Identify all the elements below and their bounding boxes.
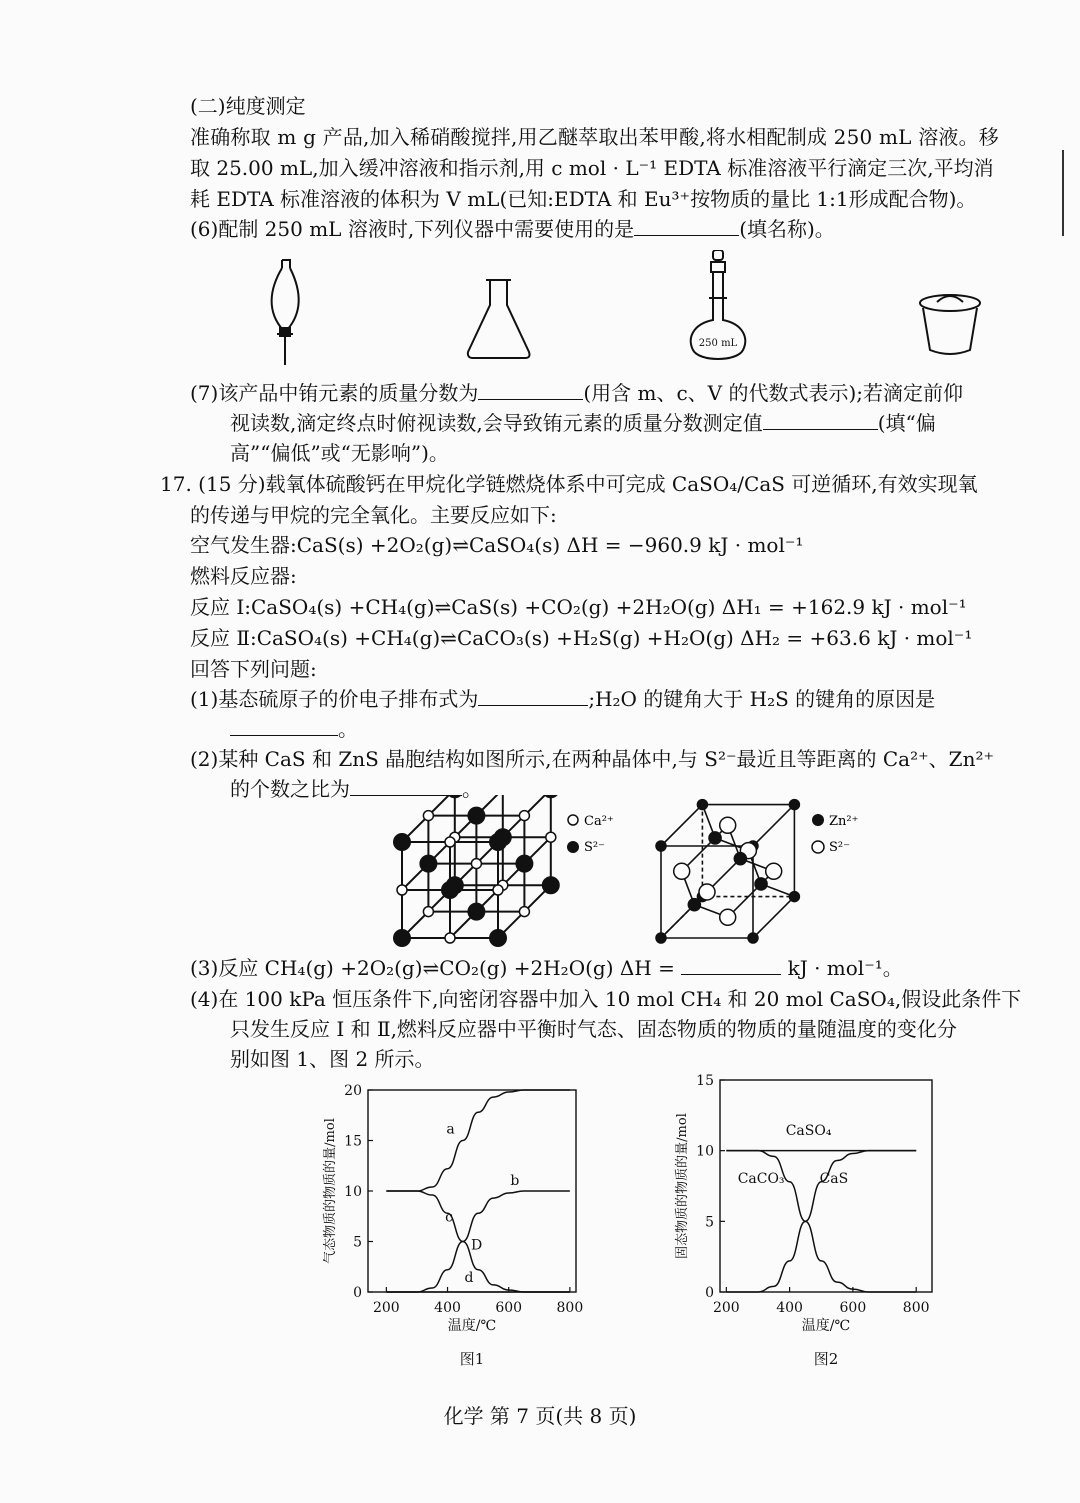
s-ion [748, 933, 758, 943]
para-line-1: 准确称取 m g 产品,加入稀硝酸搅拌,用乙醚萃取出苯甲酸,将水相配制成 250 mL 溶液。移 [190, 125, 1000, 149]
q17-2-end: 。 [462, 777, 482, 801]
q17-1-end: 。 [338, 717, 358, 741]
ca-ion [519, 907, 529, 917]
q17-3-unit: kJ · mol⁻¹。 [787, 956, 903, 980]
apparatus-figure [255, 250, 1045, 370]
q17-intro-2: 的传递与甲烷的完全氧化。主要反应如下: [190, 503, 557, 527]
s-ion [543, 795, 559, 797]
cell-edge [753, 897, 794, 938]
s-ion [720, 817, 736, 833]
q17-2-answer-blank[interactable] [350, 777, 462, 796]
y-tick-label: 10 [696, 1143, 714, 1160]
q6-text: (6)配制 250 mL 溶液时,下列仪器中需要使用的是 [190, 217, 635, 241]
crucible-icon [920, 295, 980, 354]
x-tick-label: 800 [556, 1300, 584, 1316]
q17-2-line-1: (2)某种 CaS 和 ZnS 晶胞结构如图所示,在两种晶体中,与 S²⁻最近且等距离的 Ca²⁺、Zn²⁺ [190, 747, 995, 771]
x-axis-label: 温度/℃ [447, 1318, 497, 1334]
ca-ion-legend-icon [568, 815, 578, 825]
s-ion [766, 863, 782, 879]
volumetric-flask-icon [691, 250, 745, 359]
q17-4-line-3: 别如图 1、图 2 所示。 [230, 1047, 435, 1071]
zn-legend-label: Zn²⁺ [829, 814, 859, 829]
q17-4-line-1: (4)在 100 kPa 恒压条件下,向密闭容器中加入 10 mol CH₄ 和 20 mol CaSO₄,假设此条件下 [190, 987, 1022, 1011]
chart-figure-1 [305, 1082, 605, 1382]
ca-ion [471, 859, 481, 869]
ca-ion [423, 907, 433, 917]
fuel-reactor-label: 燃料反应器: [190, 564, 297, 588]
question-7-line-1 [190, 380, 963, 406]
y-tick-label: 0 [705, 1285, 714, 1301]
s-ion [656, 841, 666, 851]
q17-1-line-2 [230, 716, 358, 742]
s-ion [420, 856, 436, 872]
reaction-1-equation: 反应 Ⅰ:CaSO₄(s) +CH₄(g)⇌CaS(s) +CO₂(g) +2H₂O(g) ΔH₁ = +162.9 kJ · mol⁻¹ [190, 595, 967, 619]
y-tick-label: 0 [353, 1285, 362, 1301]
series-label-0: a [446, 1121, 455, 1138]
separatory-funnel-icon [272, 260, 299, 365]
chart-figure-2 [660, 1070, 950, 1380]
q17-1-answer-blank-1[interactable] [478, 687, 588, 706]
s-ion [394, 930, 410, 946]
zn-ion [734, 853, 746, 865]
s-ion [656, 933, 666, 943]
q17-1-answer-blank-2[interactable] [230, 717, 338, 736]
cell-edge [753, 805, 794, 846]
cas-unit-cell-diagram [394, 795, 559, 946]
ca-ion [493, 885, 503, 895]
q17-3-line [190, 955, 903, 981]
s-ion [543, 877, 559, 893]
ca-ion [423, 811, 433, 821]
q17-1-text-2: ;H₂O 的键角大于 H₂S 的键角的原因是 [588, 687, 936, 711]
section-heading: (二)纯度测定 [190, 94, 306, 118]
zn-ion [709, 832, 721, 844]
ca-ion [445, 933, 455, 943]
q17-3-text: (3)反应 CH₄(g) +2O₂(g)⇌CO₂(g) +2H₂O(g) ΔH = [190, 956, 675, 980]
zns-legend [812, 814, 858, 855]
chart-caption: 图2 [813, 1350, 839, 1368]
s-ion [720, 909, 736, 925]
para-line-3: 耗 EDTA 标准溶液的体积为 V mL(已知:EDTA 和 Eu³⁺按物质的量比 1:1形成配合物)。 [190, 187, 977, 211]
ca-legend-label: Ca²⁺ [584, 814, 614, 829]
s-ion [490, 930, 506, 946]
s-ion [468, 808, 484, 824]
ca-ion [519, 811, 529, 821]
y-tick-label: 10 [344, 1184, 362, 1200]
q7-answer-blank-2[interactable] [763, 411, 878, 430]
y-tick-label: 15 [344, 1133, 362, 1150]
y-tick-label: 20 [344, 1083, 362, 1099]
conical-flask-icon [468, 280, 530, 358]
answer-prompt: 回答下列问题: [190, 657, 317, 681]
ca-ion [546, 832, 556, 842]
q17-4-line-2: 只发生反应 Ⅰ 和 Ⅱ,燃料反应器中平衡时气态、固态物质的物质的量随温度的变化分 [230, 1017, 957, 1041]
s-ion [447, 795, 463, 797]
s-ion [516, 856, 532, 872]
q7-text: (7)该产品中铕元素的质量分数为 [190, 381, 479, 405]
y-axis-label: 固态物质的物质的量/mol [675, 1113, 690, 1259]
zn-ion [755, 878, 767, 890]
x-tick-label: 200 [712, 1300, 740, 1316]
para-line-2: 取 25.00 mL,加入缓冲溶液和指示剂,用 c mol · L⁻¹ EDTA 标准溶液平行滴定三次,平均消 [190, 156, 994, 180]
question-7-line-2 [230, 410, 936, 436]
q7-text-2-end: (填“偏 [877, 411, 936, 435]
zn-ion-legend-icon [812, 814, 824, 826]
s-legend-label: S²⁻ [584, 840, 605, 855]
series-label-3: d [464, 1269, 474, 1286]
bond [661, 905, 694, 938]
zn-ion [688, 899, 700, 911]
s-ion-legend-icon [567, 841, 579, 853]
q6-text-end: (填名称)。 [739, 217, 835, 241]
crystal-structures-figure [380, 795, 880, 955]
q7-text-mid: (用含 m、c、V 的代数式表示);若滴定前仰 [583, 381, 964, 405]
y-tick-label: 5 [353, 1234, 362, 1251]
series-line-0 [386, 1090, 570, 1191]
s-ion-legend-icon-2 [812, 841, 824, 853]
x-tick-label: 600 [495, 1300, 523, 1316]
s-ion [394, 834, 410, 850]
s-ion [674, 863, 690, 879]
x-tick-label: 400 [434, 1300, 461, 1316]
y-tick-label: 5 [705, 1214, 714, 1231]
series-label-2: c [445, 1209, 453, 1226]
x-tick-label: 800 [902, 1300, 930, 1316]
ca-ion [397, 885, 407, 895]
series-label-1: CaCO₃ [737, 1171, 785, 1188]
q6-answer-blank[interactable] [634, 217, 739, 236]
chart-caption: 图1 [459, 1350, 485, 1368]
x-tick-label: 400 [776, 1300, 803, 1316]
page-edge-mark [1062, 150, 1064, 236]
intersection-point-label: D [470, 1237, 483, 1254]
series-label-1: b [510, 1172, 520, 1189]
s-ion [789, 800, 799, 810]
reaction-2-equation: 反应 Ⅱ:CaSO₄(s) +CH₄(g)⇌CaCO₃(s) +H₂S(g) +H₂O(g) ΔH₂ = +63.6 kJ · mol⁻¹ [190, 626, 973, 650]
question-7-line-3: 高”“偏低”或“无影响”)。 [230, 441, 449, 465]
y-axis-label: 气态物质的物质的量/mol [323, 1118, 338, 1264]
series-label-0: CaSO₄ [785, 1123, 832, 1140]
q17-1-text: (1)基态硫原子的价电子排布式为 [190, 687, 479, 711]
page-footer: 化学 第 7 页(共 8 页) [443, 1404, 637, 1428]
s-ion [442, 882, 458, 898]
air-reactor-equation: 空气发生器:CaS(s) +2O₂(g)⇌CaSO₄(s) ΔH = −960.9 kJ · mol⁻¹ [190, 533, 804, 557]
cas-legend [567, 814, 614, 855]
s-ion [697, 800, 707, 810]
q7-answer-blank-1[interactable] [478, 381, 583, 400]
zns-unit-cell-diagram [656, 800, 799, 943]
q17-1-line-1 [190, 686, 935, 712]
q7-text-2: 视读数,滴定终点时俯视读数,会导致铕元素的质量分数测定值 [230, 411, 763, 435]
x-axis-label: 温度/℃ [801, 1318, 851, 1334]
ca-ion [445, 837, 455, 847]
x-tick-label: 600 [839, 1300, 867, 1316]
s-ion [490, 834, 506, 850]
q17-2-text: 的个数之比为 [230, 777, 350, 801]
cell-edge [661, 805, 702, 846]
s-ion [789, 892, 799, 902]
s-ion [699, 884, 715, 900]
x-tick-label: 200 [372, 1300, 400, 1316]
flask-volume-label: 250 mL [698, 338, 738, 349]
s-legend-label-2: S²⁻ [829, 840, 850, 855]
s-ion [468, 904, 484, 920]
q17-intro-1: 17. (15 分)载氧体硫酸钙在甲烷化学链燃烧体系中可完成 CaSO₄/CaS 可逆循环,有效实现氧 [160, 472, 978, 496]
question-6 [190, 216, 835, 242]
q17-3-answer-blank[interactable] [681, 956, 781, 975]
y-tick-label: 15 [696, 1073, 714, 1089]
series-label-2: CaS [819, 1171, 849, 1188]
